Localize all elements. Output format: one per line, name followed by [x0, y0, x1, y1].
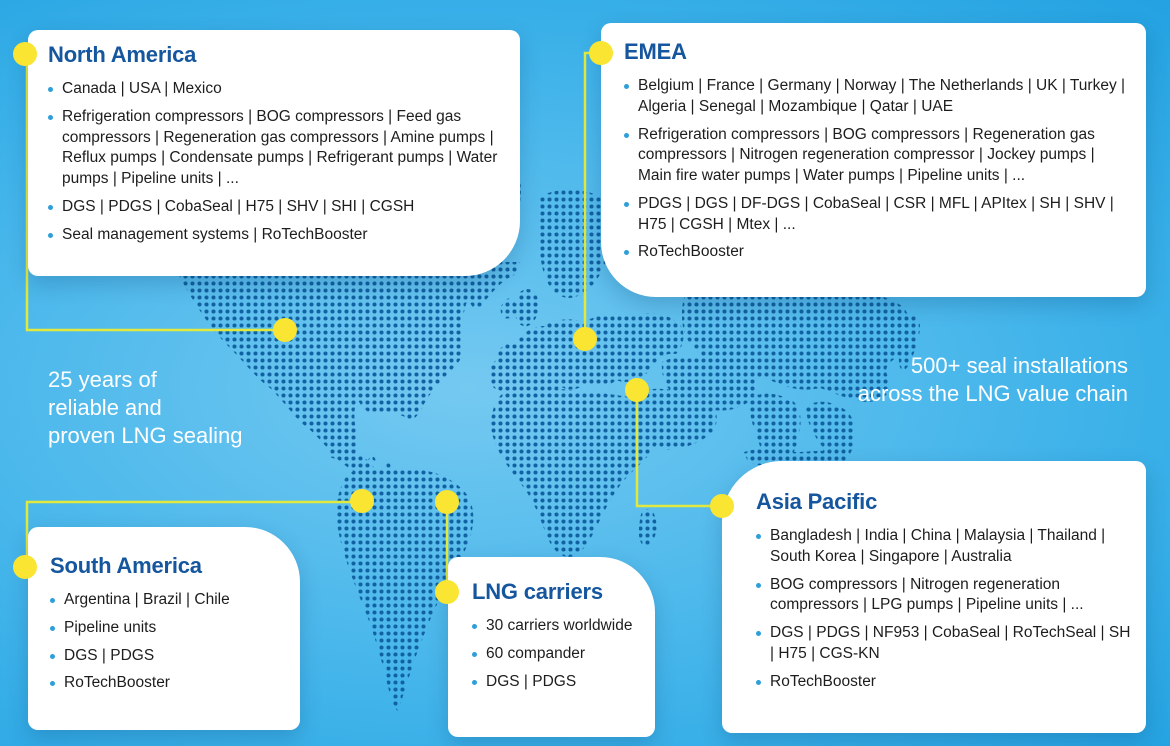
bullet-dot-icon: [48, 115, 53, 120]
bullet-item: [624, 125, 1130, 187]
experience-stat-line: reliable and: [48, 395, 162, 420]
region-marker-north-america-icon: [13, 42, 37, 66]
bullet-item: [50, 646, 288, 667]
bullet-text: DGS | PDGS: [64, 646, 155, 664]
region-marker-south-america-icon: [13, 555, 37, 579]
bullet-text: Argentina | Brazil | Chile: [64, 591, 230, 608]
connector-emea: [585, 53, 601, 339]
bullet-item: [472, 616, 645, 637]
bullet-text: DGS | PDGS: [486, 672, 577, 690]
card-emea: [601, 23, 1146, 297]
bullet-dot-icon: [472, 624, 477, 629]
installations-stat-line: across the LNG value chain: [857, 381, 1128, 406]
card-title-north-america: North America: [48, 42, 197, 67]
bullet-item: [624, 242, 1130, 263]
bullet-item: [624, 76, 1130, 118]
bullet-text: 30 carriers worldwide: [486, 617, 633, 634]
bullet-dot-icon: [50, 626, 55, 631]
bullet-item: [48, 79, 502, 100]
card-lng-carriers: [448, 557, 655, 737]
bullet-item: [48, 107, 502, 190]
bullet-dot-icon: [50, 654, 55, 659]
bullet-dot-icon: [472, 652, 477, 657]
card-title-asia-pacific: Asia Pacific: [756, 489, 878, 514]
bullet-dot-icon: [624, 84, 629, 89]
map-marker-lng-carriers-icon: [435, 490, 459, 514]
bullet-text: BOG compressors | Nitrogen regeneration compressors | LPG pumps | Pipeline units | ...: [770, 575, 1084, 614]
bullet-text: Seal management systems | RoTechBooster: [62, 225, 368, 243]
bullet-dot-icon: [756, 534, 761, 539]
card-bullets-south-america: [50, 590, 288, 694]
experience-stat-line: proven LNG sealing: [48, 423, 243, 448]
bullet-dot-icon: [624, 133, 629, 138]
bullet-dot-icon: [756, 680, 761, 685]
card-bullets-asia-pacific: [756, 526, 1132, 692]
bullet-item: [756, 623, 1132, 665]
card-north-america: [28, 30, 520, 276]
card-bullets-north-america: [48, 79, 502, 245]
card-bullets-lng-carriers: [472, 616, 645, 692]
map-marker-north-america-icon: [273, 318, 297, 342]
bullet-item: [756, 526, 1132, 568]
bullet-dot-icon: [624, 250, 629, 255]
bullet-text: 60 compander: [486, 644, 586, 662]
connector-asia-pacific: [637, 390, 722, 506]
bullet-dot-icon: [48, 205, 53, 210]
bullet-text: Refrigeration compressors | BOG compressors | Feed gas compressors | Regeneration gas compressors | Amine pumps | Reflux pumps | Condensate pumps | Refrigerant pumps | Water pumps | Pipeline units | ...: [62, 107, 498, 188]
bullet-item: [50, 618, 288, 639]
experience-stat: [48, 366, 242, 450]
installations-stat: [858, 352, 1128, 408]
experience-stat-line: 25 years of: [48, 367, 157, 392]
installations-stat-line: 500+ seal installations: [910, 353, 1128, 378]
card-bullets-emea: [624, 76, 1130, 263]
bullet-text: Belgium | France | Germany | Norway | The Netherlands | UK | Turkey | Algeria | Senegal | Mozambique | Qatar | UAE: [638, 77, 1126, 115]
bullet-dot-icon: [472, 680, 477, 685]
bullet-item: [50, 590, 288, 611]
bullet-item: [472, 644, 645, 665]
bullet-dot-icon: [756, 631, 761, 636]
bullet-item: [756, 672, 1132, 693]
map-marker-asia-pacific-icon: [625, 378, 649, 402]
bullet-text: RoTechBooster: [638, 243, 744, 261]
bullet-item: [756, 575, 1132, 617]
map-marker-emea-icon: [573, 327, 597, 351]
bullet-dot-icon: [48, 87, 53, 92]
map-marker-south-america-icon: [350, 489, 374, 513]
card-south-america: [28, 527, 300, 730]
bullet-dot-icon: [50, 681, 55, 686]
bullet-text: Pipeline units: [64, 618, 157, 636]
bullet-text: Canada | USA | Mexico: [62, 80, 222, 97]
region-marker-emea-icon: [589, 41, 613, 65]
bullet-item: [472, 672, 645, 693]
bullet-item: [624, 194, 1130, 236]
card-asia-pacific: [722, 461, 1146, 733]
bullet-dot-icon: [50, 598, 55, 603]
bullet-dot-icon: [756, 583, 761, 588]
card-title-lng-carriers: LNG carriers: [472, 579, 603, 604]
card-title-emea: EMEA: [624, 39, 687, 64]
bullet-text: Refrigeration compressors | BOG compressors | Regeneration gas compressors | Nitrogen regeneration compressor | Jockey pumps | Main fire water pumps | Water pumps | Pipeline units | ...: [638, 125, 1095, 185]
bullet-text: Bangladesh | India | China | Malaysia | Thailand | South Korea | Singapore | Australia: [770, 527, 1106, 565]
bullet-item: [48, 197, 502, 218]
bullet-dot-icon: [48, 233, 53, 238]
bullet-item: [50, 673, 288, 694]
bullet-dot-icon: [624, 202, 629, 207]
region-marker-asia-pacific-icon: [710, 494, 734, 518]
bullet-text: DGS | PDGS | NF953 | CobaSeal | RoTechSeal | SH | H75 | CGS-KN: [770, 624, 1131, 662]
bullet-text: RoTechBooster: [770, 672, 876, 690]
bullet-text: RoTechBooster: [64, 674, 170, 692]
bullet-text: PDGS | DGS | DF-DGS | CobaSeal | CSR | MFL | APItex | SH | SHV | H75 | CGSH | Mtex | ...: [638, 194, 1114, 233]
card-title-south-america: South America: [50, 553, 202, 578]
bullet-item: [48, 225, 502, 246]
region-marker-lng-carriers-icon: [435, 580, 459, 604]
bullet-text: DGS | PDGS | CobaSeal | H75 | SHV | SHI | CGSH: [62, 197, 415, 215]
